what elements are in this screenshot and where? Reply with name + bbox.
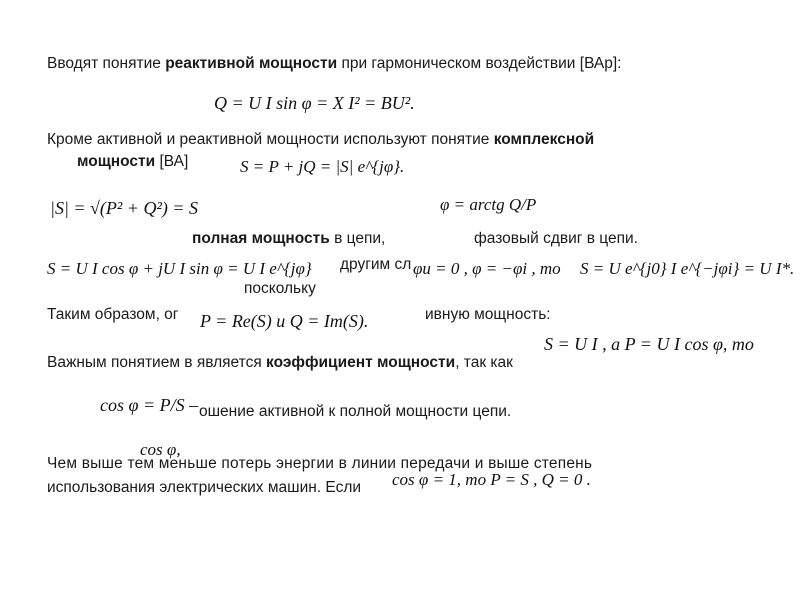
formula-power-factor: cos φ = P/S –	[100, 395, 199, 415]
formula-phase-angle: φ = arctg Q/P	[440, 195, 537, 214]
formula-apparent-power: |S| = √(P² + Q²) = S	[50, 198, 198, 218]
formula-complex-expansion: S = U I cos φ + jU I sin φ = U I e^{jφ}	[47, 259, 312, 278]
reactive-power-fragment: ивную мощность:	[425, 306, 551, 323]
machines-usage-text: использования электрических машин. Если	[47, 479, 362, 496]
apparent-power-label: полная мощность в цепи,	[192, 230, 386, 247]
thus-fragment: Таким образом, ог	[47, 306, 179, 323]
other-words-fragment: другим сл	[340, 256, 412, 273]
formula-unity-factor: cos φ = 1, то P = S , Q = 0 .	[392, 470, 591, 489]
intro-complex-power: Кроме активной и реактивной мощности используют понятие комплексной	[47, 131, 595, 148]
formula-re-im: P = Re(S) и Q = Im(S).	[200, 311, 369, 331]
intro-reactive-power: Вводят понятие реактивной мощности при гармоническом воздействии [ВАр]:	[47, 55, 622, 72]
phase-shift-label: фазовый сдвиг в цепи.	[474, 230, 638, 247]
since-label: поскольку	[244, 280, 316, 297]
complex-power-unit: мощности [ВА]	[77, 153, 189, 170]
formula-reactive-power: Q = U I sin φ = X I² = BU².	[214, 93, 415, 113]
formula-conjugate: S = U e^{j0} I e^{−jφi} = U I*.	[580, 259, 795, 278]
higher-factor-text: Чем выше тем меньше потерь энергии в линии передачи и выше степень	[47, 455, 593, 472]
formula-complex-power: S = P + jQ = |S| e^{jφ}.	[240, 157, 405, 176]
formula-cos-phi: cos φ,	[140, 440, 181, 459]
formula-s-equals-ui: S = U I , а P = U I cos φ, то	[544, 334, 754, 354]
formula-phase-conditions: φu = 0 , φ = −φi , то	[413, 259, 561, 278]
power-factor-intro: Важным понятием в является коэффициент мощности, так как	[47, 354, 513, 371]
power-factor-definition: ошение активной к полной мощности цепи.	[199, 403, 512, 420]
